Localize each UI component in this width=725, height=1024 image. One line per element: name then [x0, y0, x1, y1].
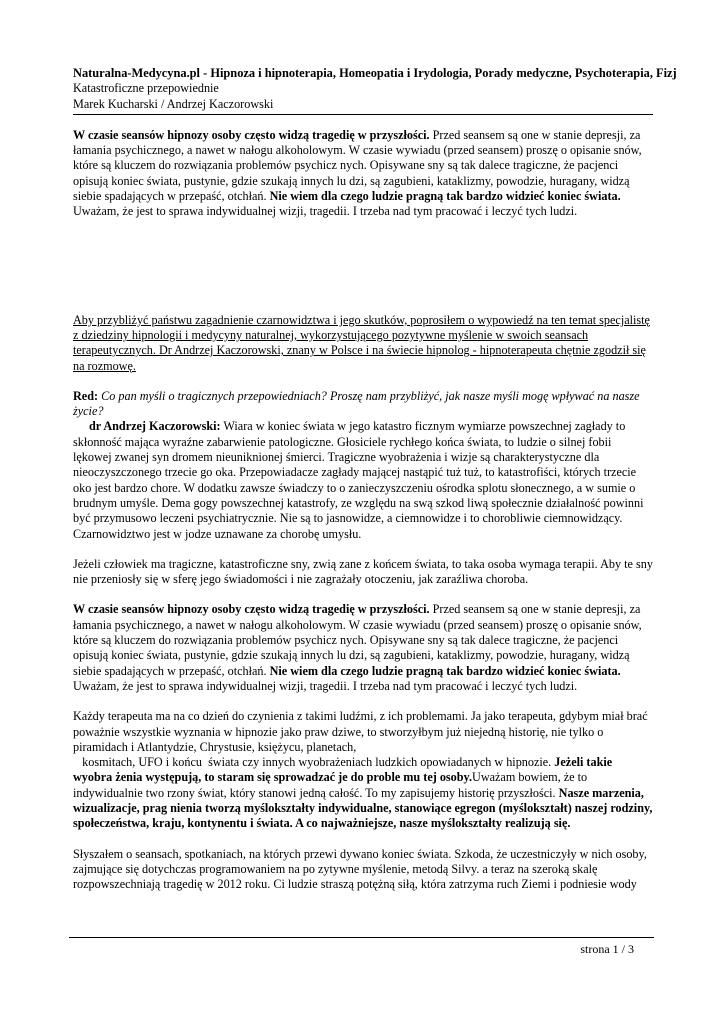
intro-paragraph: Aby przybliżyć państwu zagadnienie czarnowidztwa i jego skutków, poprosiłem o wypowiedź na ten temat specjalistę z dziedziny hipnologii i medycyny naturalnej, wykorzystującego pozytywne myślenie w swoich seansach terapeutycznych. Dr Andrzej Kaczorowski, znany w Polsce i na świecie hipnolog - hipnoterapeuta chętnie zgodził się na rozmowę.	[73, 312, 650, 373]
paragraph-seances-repeat	[73, 602, 653, 694]
paragraph-bold: Nie wiem dla czego ludzie pragną tak bardzo widzieć koniec świata.	[266, 189, 621, 204]
paragraph-text: Przed seansem są one w stanie depresji, za łamania psychicznego, a nawet w nałogu alkoholowym. W czasie wywiadu (przed seansem) proszę o opisanie snów, które są kluczem do rozwiązania problemów psychicz nych. Opisywane sny są tak dalece tragiczne, że pacjenci opisują koniec świata, pustynie, gdzie szukają innych lu dzi, są zagubieni, kataklizmy, powodzie, huragany, widzą siebie spadających w przepaść, otchłań.	[73, 602, 642, 678]
answer-paragraph	[73, 419, 653, 541]
paragraph-last: Słyszałem o seansach, spotkaniach, na których przewi dywano koniec świata. Szkoda, że uczestniczyły w nich osoby, zajmujące się dotychczas programowaniem na po zytywne myślenie, metodą Silvy. a teraz na szeroką skalę rozpowszechniają tragedię w 2012 roku. Ci ludzie straszą potężną siłą, która zatrzyma ruch Ziemi i podniesie wody	[73, 846, 647, 892]
paragraph-dreams: Jeżeli człowiek ma tragiczne, katastroficzne sny, zwią zane z końcem świata, to taka osoba wymaga terapii. Aby te sny nie przeniosły się w sferę jego świadomości i nie zagrażały otoczeniu, jak zaraźliwa choroba.	[73, 556, 653, 587]
paragraph-therapist	[73, 709, 653, 831]
paragraph-text: kosmitach, UFO i końcu świata czy innych wyobrażeniach ludzkich opowiadanych w hipnozie.	[73, 755, 552, 770]
question-label: Red:	[73, 388, 99, 403]
paragraph-text: Uważam, że jest to sprawa indywidualnej wizji, tragedii. I trzeba nad tym pracować i leczyć tych ludzi.	[73, 204, 578, 219]
paragraph-text: Uważam, że jest to sprawa indywidualnej wizji, tragedii. I trzeba nad tym pracować i leczyć tych ludzi.	[73, 678, 578, 693]
blank-space	[73, 220, 653, 308]
paragraph-bold: Jeżeli takie wyobra żenia występują, to staram się sprowadzać je do proble mu tej osoby.	[73, 755, 613, 785]
paragraph-text: Każdy terapeuta ma na co dzień do czynienia z takimi ludźmi, z ich problemami. Ja jako terapeuta, gdybym miał brać poważnie wszystkie wyznania w hipnozie jako praw dziwe, to stworzyłbym już niejedną historię, nie tylko o piramidach i Atlantydzie, Chrystusie, księżycu, planetach,	[73, 709, 648, 754]
footer-divider	[69, 937, 654, 938]
header-divider	[73, 114, 653, 115]
question-text: Co pan myśli o tragicznych przepowiedniach? Proszę nam przybliżyć, jak nasze myśli mogę wpływać na nasze życie?	[73, 388, 640, 419]
document-page	[73, 66, 677, 892]
paragraph-text: Przed seansem są one w stanie depresji, za łamania psychicznego, a nawet w nałogu alkoholowym. W czasie wywiadu (przed seansem) proszę o opisanie snów, które są kluczem do rozwiązania problemów psychicz nych. Opisywane sny są tak dalece tragiczne, że pacjenci opisują koniec świata, pustynie, gdzie szukają innych lu dzi, są zagubieni, kataklizmy, powodzie, huragany, widzą siebie spadających w przepaść, otchłań.	[73, 127, 642, 204]
answer-label: dr Andrzej Kaczorowski:	[89, 419, 221, 434]
paragraph-lead-bold: W czasie seansów hipnozy osoby często widzą tragedię w przyszłości.	[73, 602, 430, 617]
article-title: Katastroficzne przepowiednie	[73, 81, 219, 96]
paragraph-bold: Nie wiem dla czego ludzie pragną tak bardzo widzieć koniec świata.	[266, 663, 621, 678]
paragraph-text: Uważam bowiem, że to indywidualnie two rzony świat, który stanowi jedną całość. To my zapisujemy historię przyszłości.	[73, 770, 588, 800]
paragraph-lead-bold: W czasie seansów hipnozy osoby często widzą tragedię w przyszłości.	[73, 127, 430, 142]
article-authors: Marek Kucharski / Andrzej Kaczorowski	[73, 96, 274, 111]
answer-text: Wiara w koniec świata w jego katastro ficznym wymiarze powszechnej zagłady to skłonność mająca wyraźne zabarwienie patologiczne. Głosiciele rychłego końca świata, to ludzie o silnej fobii lękowej zwanej syn dromem nieuniknionej śmierci. Tragiczne wyobrażenia i wizje są charakterystyczne dla nieoczyszczonego trzecie go oka. Przepowiadacze zagłady mającej nastąpić tuż tuż, to katastrofiści, których trzecie oko jest bardzo chore. W dodatku zawsze świadczy to o zanieczyszczeniu ośrodka splotu słonecznego, a w sumie o brudnym umyśle. Dema gogy powszechnej katastrofy, ze względu na swą szkod liwą społecznie działalność powinni być przymusowo leczeni psychiatrycznie. Nie są to jasnowidze, a ciemnowidze i to chorobliwie ciemnowidzący. Czarnowidztwo jest w jodze uznawane za chorobę umysłu.	[73, 419, 644, 541]
site-title: Naturalna-Medycyna.pl - Hipnoza i hipnoterapia, Homeopatia i Irydologia, Porady medyczne, Psychoterapia, Fizj	[73, 66, 677, 80]
question-paragraph	[73, 389, 653, 420]
page-number: strona 1 / 3	[580, 942, 634, 956]
paragraph-intro-seances	[73, 128, 653, 220]
paragraph-bold: Nasze marzenia, wizualizacje, prag nienia tworzą myślokształty indywidualne, stanowiące egregon (myślokształt) naszej rodziny, społeczeństwa, kraju, kontynentu i świata. A co najważniejsze, nasze myślokształty realizują się.	[73, 785, 653, 831]
